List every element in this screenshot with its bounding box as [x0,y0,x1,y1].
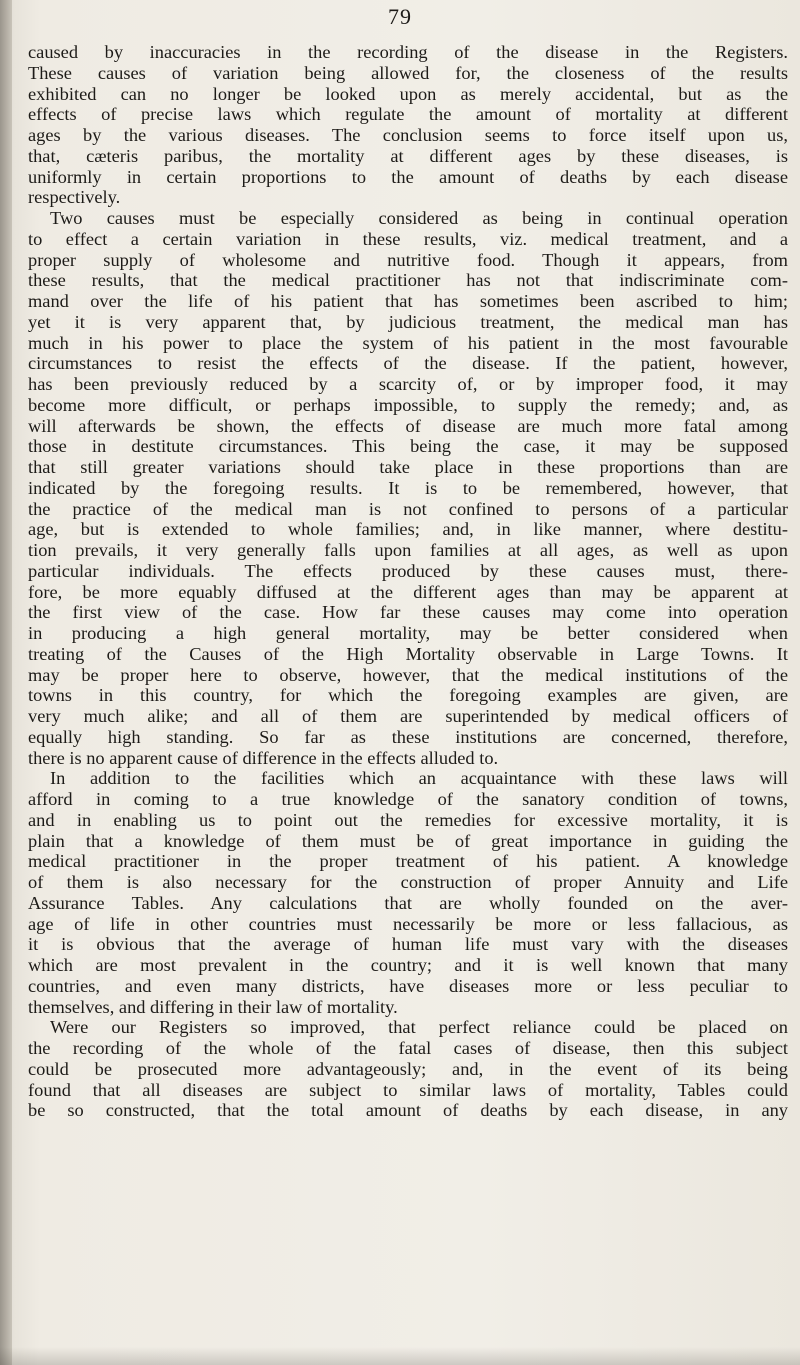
text-line: equally high standing. So far as these institutions are concerned, therefore, [28,726,788,747]
text-line: found that all diseases are subject to similar laws of mortality, Tables could [28,1079,788,1100]
text-line: will afterwards be shown, the effects of disease are much more fatal among [28,415,788,436]
page-bottom-shadow [0,1347,800,1365]
text-line: of them is also necessary for the construction of proper Annuity and Life [28,872,788,892]
text-line: fore, be more equably diffused at the different ages than may be apparent at [28,581,788,602]
text-line: these results, that the medical practitioner has not that indiscriminate com- [28,270,788,291]
text-line: has been previously reduced by a scarcity of, or by improper food, it may [28,374,788,394]
text-line: effects of precise laws which regulate the amount of mortality at different [28,104,788,125]
text-line: very much alike; and all of them are superintended by medical officers of [28,706,788,726]
text-line: that, cæteris paribus, the mortality at different ages by these diseases, is [28,145,788,166]
text-line: Two causes must be especially considered as being in continual operation [50,208,788,228]
text-line: and in enabling us to point out the remedies for excessive mortality, it is [28,809,788,830]
text-line: mand over the life of his patient that has sometimes been ascribed to him; [28,291,788,311]
text-line: yet it is very apparent that, by judicious treatment, the medical man has [28,311,788,332]
text-line: in producing a high general mortality, may be better considered when [28,623,788,643]
text-line: be so constructed, that the total amount of deaths by each disease, in any [28,1100,788,1121]
text-line: age, but is extended to whole families; and, in like manner, where destitu- [28,519,788,540]
text-line: which are most prevalent in the country; and it is well known that many [28,955,788,975]
text-line: ages by the various diseases. The conclusion seems to force itself upon us, [28,125,788,145]
text-line: particular individuals. The effects produced by these causes must, there- [28,560,788,581]
text-line: treating of the Causes of the High Mortality observable in Large Towns. It [28,643,788,664]
text-line: age of life in other countries must necessarily be more or less fallacious, as [28,913,788,934]
text-line: to effect a certain variation in these results, viz. medical treatment, and a [28,228,788,249]
text-line: countries, and even many districts, have diseases more or less peculiar to [28,975,788,996]
text-line: respectively. [28,187,121,208]
text-line: Assurance Tables. Any calculations that are wholly founded on the aver- [28,892,788,913]
text-line: towns in this country, for which the foregoing examples are given, are [28,685,788,706]
text-line: it is obvious that the average of human life must vary with the diseases [28,934,788,955]
text-line: there is no apparent cause of difference in the effects alluded to. [28,747,499,768]
text-line: those in destitute circumstances. This being the case, it may be supposed [28,436,788,457]
text-line: the first view of the case. How far these causes may come into operation [28,602,788,623]
text-line: indicated by the foregoing results. It is to be remembered, however, that [28,477,788,498]
text-line: exhibited can no longer be looked upon as merely accidental, but as the [28,83,788,104]
text-line: much in his power to place the system of his patient in the most favourable [28,332,788,353]
page-number: 79 [388,4,412,29]
text-line: the practice of the medical man is not confined to persons of a particular [28,498,788,519]
text-line: These causes of variation being allowed for, the closeness of the results [28,62,788,83]
text-line: the recording of the whole of the fatal cases of disease, then this subject [28,1038,788,1058]
text-line: medical practitioner in the proper treatment of his patient. A knowledge [28,851,788,872]
text-line: may be proper here to observe, however, that the medical institutions of the [28,664,788,685]
text-line: Were our Registers so improved, that perfect reliance could be placed on [50,1017,788,1038]
text-line: circumstances to resist the effects of the disease. If the patient, however, [28,353,788,374]
text-line: proper supply of wholesome and nutritive food. Though it appears, from [28,249,788,270]
text-line: caused by inaccuracies in the recording of the disease in the Registers. [28,42,788,62]
text-line: uniformly in certain proportions to the amount of deaths by each disease [28,166,788,187]
body-text [28,42,788,1121]
page-gutter [0,0,12,1365]
text-line: that still greater variations should take place in these proportions than are [28,457,788,477]
text-line: In addition to the facilities which an acquaintance with these laws will [50,768,788,789]
text-line: afford in coming to a true knowledge of the sanatory condition of towns, [28,789,788,809]
text-line: become more difficult, or perhaps impossible, to supply the remedy; and, as [28,394,788,415]
text-line: plain that a knowledge of them must be of great importance in guiding the [28,830,788,851]
text-line: themselves, and differing in their law of mortality. [28,996,398,1017]
text-line: could be prosecuted more advantageously; and, in the event of its being [28,1058,788,1079]
text-line: tion prevails, it very generally falls upon families at all ages, as well as upon [28,540,788,560]
